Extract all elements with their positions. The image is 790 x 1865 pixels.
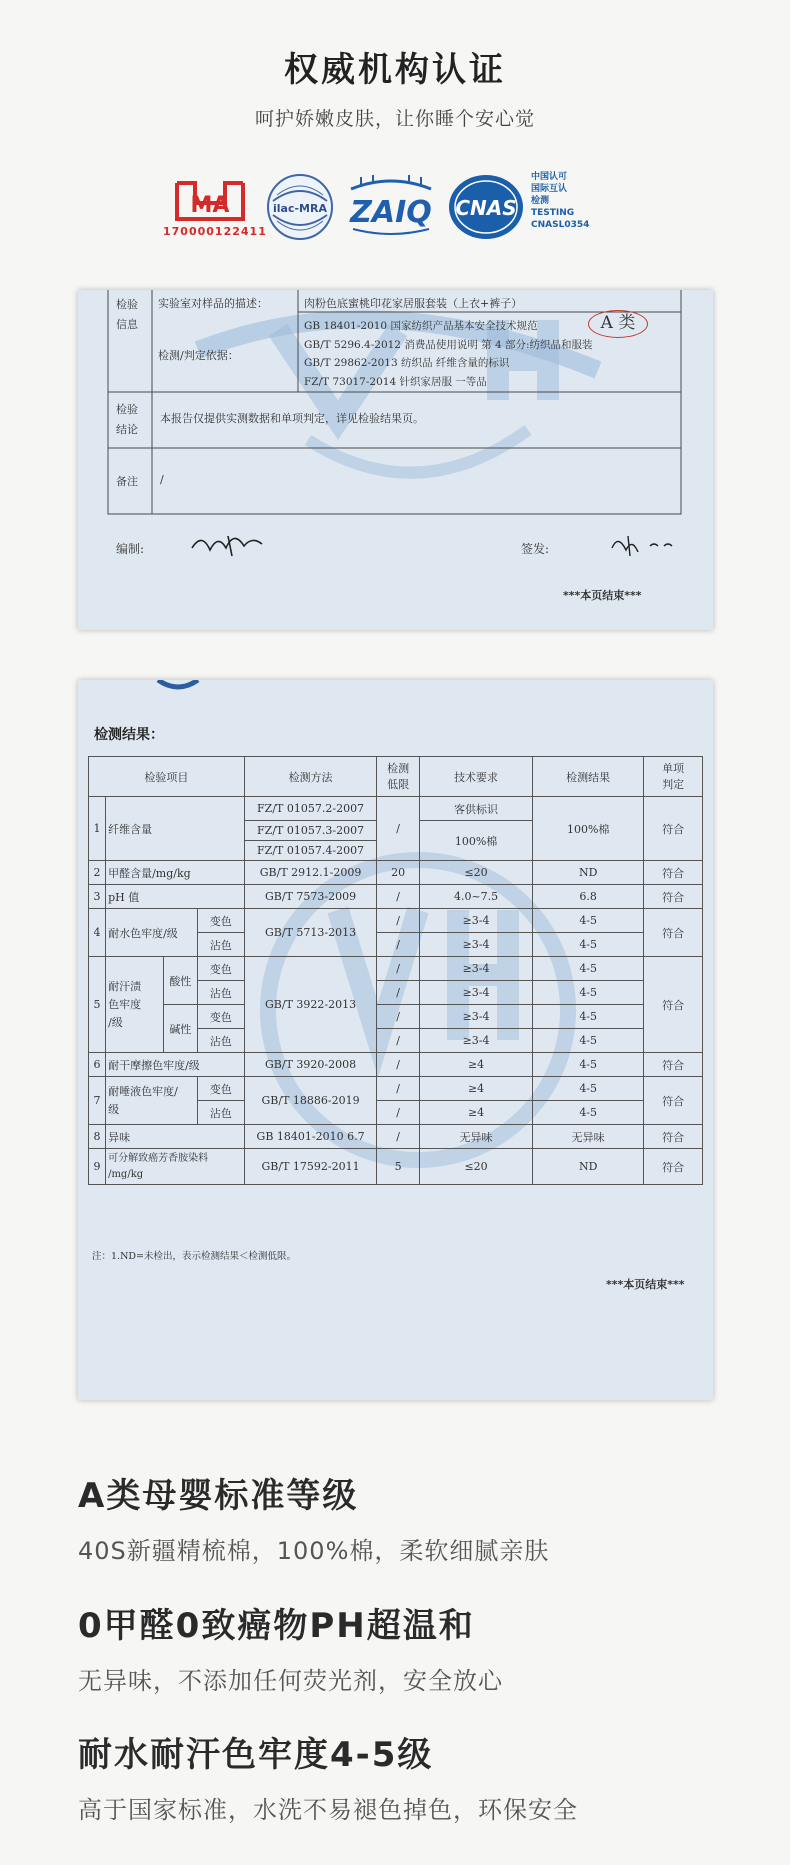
header-cell: 检测结果 xyxy=(533,757,644,797)
page-end-text: ***本页结束*** xyxy=(606,1278,685,1291)
standard-item: GB/T 29862-2013 纺织品 纤维含量的标识 xyxy=(304,357,510,369)
table-cell: 20 xyxy=(377,861,420,885)
feature-desc: 40S新疆精梳棉，100%棉，柔软细腻亲肤 xyxy=(78,1537,550,1565)
table-cell: 4-5 xyxy=(533,1053,644,1077)
table-cell: / xyxy=(377,909,420,933)
table-header-row xyxy=(89,757,703,797)
ilac-logo-text: ilac-MRA xyxy=(273,202,327,215)
table-cell: GB/T 7573-2009 xyxy=(244,885,376,909)
table-row xyxy=(89,861,703,885)
standards-list xyxy=(304,317,593,391)
table-cell: ≥3-4 xyxy=(419,933,532,957)
table-cell: 4-5 xyxy=(533,957,644,981)
test-results-sheet xyxy=(78,680,713,1400)
table-cell: / xyxy=(377,1125,420,1149)
table-cell: ≤20 xyxy=(419,1149,532,1185)
table-cell: 符合 xyxy=(644,885,703,909)
table-cell: ≥4 xyxy=(419,1077,532,1101)
feature-desc: 无异味，不添加任何荧光剂，安全放心 xyxy=(78,1667,503,1695)
table-cell: / xyxy=(377,933,420,957)
table-cell: ≥3-4 xyxy=(419,1005,532,1029)
table-cell: FZ/T 01057.2-2007 xyxy=(244,797,376,821)
table-cell: 耐汗渍 色牢度 /级 xyxy=(106,957,164,1053)
table-row xyxy=(89,1005,703,1029)
table-cell: 4-5 xyxy=(533,909,644,933)
table-row xyxy=(89,957,703,981)
table-note: 注：1.ND=未检出，表示检测结果＜检测低限。 xyxy=(92,1251,296,1262)
grade-stamp: A 类 xyxy=(588,310,648,338)
table-row xyxy=(89,797,703,821)
signed-label: 签发: xyxy=(521,542,550,556)
table-cell: ≥3-4 xyxy=(419,981,532,1005)
table-cell: 耐干摩擦色牢度/级 xyxy=(106,1053,245,1077)
table-cell: 6 xyxy=(89,1053,106,1077)
page-title: 权威机构认证 xyxy=(284,50,506,90)
table-cell: GB/T 2912.1-2009 xyxy=(244,861,376,885)
table-cell: 酸性 xyxy=(163,957,197,1005)
table-cell: GB/T 18886-2019 xyxy=(244,1077,376,1125)
issuer-signature xyxy=(608,530,678,560)
conclusion-text: 本报告仅提供实测数据和单项判定，详见检验结果页。 xyxy=(160,412,424,425)
table-cell: 沾色 xyxy=(197,1101,244,1125)
table-cell: 符合 xyxy=(644,797,703,861)
table-cell: 5 xyxy=(377,1149,420,1185)
table-cell: 2 xyxy=(89,861,106,885)
certification-logos xyxy=(163,172,635,255)
table-cell: 9 xyxy=(89,1149,106,1185)
basis-label: 检测/判定依据： xyxy=(158,349,239,362)
page-subtitle: 呵护娇嫩皮肤，让你睡个安心觉 xyxy=(254,108,535,130)
table-row xyxy=(89,1149,703,1185)
table-cell: 可分解致癌芳香胺染料 /mg/kg xyxy=(106,1149,245,1185)
feature-block xyxy=(78,1727,578,1825)
compiler-signature xyxy=(188,526,278,560)
table-cell: ≤20 xyxy=(419,861,532,885)
table-cell: ≥3-4 xyxy=(419,957,532,981)
table-cell: 变色 xyxy=(197,909,244,933)
table-cell: 甲醛含量/mg/kg xyxy=(106,861,245,885)
table-cell: ND xyxy=(533,1149,644,1185)
standard-item: GB/T 5296.4-2012 消费品使用说明 第 4 部分:纺织品和服装 xyxy=(304,338,593,351)
table-cell: / xyxy=(377,957,420,981)
table-cell: 4.0~7.5 xyxy=(419,885,532,909)
table-cell: ≥3-4 xyxy=(419,1029,532,1053)
table-cell: 符合 xyxy=(644,1125,703,1149)
table-cell: ≥3-4 xyxy=(419,909,532,933)
table-cell: ≥4 xyxy=(419,1101,532,1125)
feature-block xyxy=(78,1468,549,1566)
table-cell: 符合 xyxy=(644,861,703,885)
feature-title: 耐水耐汗色牢度4-5级 xyxy=(78,1735,434,1775)
table-cell: GB/T 17592-2011 xyxy=(244,1149,376,1185)
table-cell: 沾色 xyxy=(197,933,244,957)
standard-item: GB 18401-2010 国家纺织产品基本安全技术规范 xyxy=(304,320,538,332)
table-cell: 异味 xyxy=(106,1125,245,1149)
table-cell: ND xyxy=(533,861,644,885)
table-cell: 无异味 xyxy=(419,1125,532,1149)
table-row xyxy=(89,1077,703,1101)
table-cell: GB/T 3922-2013 xyxy=(244,957,376,1053)
table-cell: 符合 xyxy=(644,1053,703,1077)
table-cell: 符合 xyxy=(644,957,703,1053)
table-cell: ≥4 xyxy=(419,1053,532,1077)
ilac-logo xyxy=(263,171,337,243)
table-row xyxy=(89,909,703,933)
table-cell: GB 18401-2010 6.7 xyxy=(244,1125,376,1149)
feature-title: A类母婴标准等级 xyxy=(78,1476,359,1516)
table-cell: 4-5 xyxy=(533,933,644,957)
sample-desc-label: 实验室对样品的描述： xyxy=(158,297,268,310)
table-cell: / xyxy=(377,1077,420,1101)
feature-block xyxy=(78,1598,503,1696)
cma-logo-text: MA xyxy=(190,193,230,218)
table-cell: / xyxy=(377,1029,420,1053)
table-cell: 4-5 xyxy=(533,1005,644,1029)
cma-number: 170000122411 xyxy=(163,225,267,238)
table-cell: 4-5 xyxy=(533,1101,644,1125)
table-cell: 4-5 xyxy=(533,1029,644,1053)
table-cell: 耐水色牢度/级 xyxy=(106,909,198,957)
table-cell: GB/T 5713-2013 xyxy=(244,909,376,957)
test-report-summary xyxy=(78,290,713,630)
table-cell: 符合 xyxy=(644,1149,703,1185)
table-cell: 沾色 xyxy=(197,1029,244,1053)
sample-desc-value: 肉粉色底蜜桃印花家居服套装（上衣+裤子） xyxy=(304,297,523,310)
table-cell: / xyxy=(377,885,420,909)
table-cell: / xyxy=(377,797,420,861)
header-cell: 检测方法 xyxy=(244,757,376,797)
table-cell: 6.8 xyxy=(533,885,644,909)
table-cell: 变色 xyxy=(197,1077,244,1101)
table-cell: 3 xyxy=(89,885,106,909)
feature-desc: 高于国家标准，水洗不易褪色掉色，环保安全 xyxy=(78,1796,578,1824)
results-title: 检测结果： xyxy=(94,727,164,743)
table-cell: 100%棉 xyxy=(533,797,644,861)
header-cell: 技术要求 xyxy=(419,757,532,797)
standard-item: FZ/T 73017-2014 针织家居服 一等品 xyxy=(304,375,487,388)
zaiq-logo-text: ZAIQ xyxy=(350,195,432,230)
table-cell: 4-5 xyxy=(533,1077,644,1101)
info-label: 检验 信息 xyxy=(116,298,138,331)
table-cell: / xyxy=(377,1053,420,1077)
table-cell: / xyxy=(377,1005,420,1029)
table-cell: pH 值 xyxy=(106,885,245,909)
table-cell: 100%棉 xyxy=(419,821,532,861)
table-cell: 变色 xyxy=(197,1005,244,1029)
table-row xyxy=(89,885,703,909)
table-cell: 无异味 xyxy=(533,1125,644,1149)
cnas-caption: 中国认可 国际互认 检测 TESTING CNASL0354 xyxy=(531,172,590,230)
table-cell: 4-5 xyxy=(533,981,644,1005)
table-cell: / xyxy=(377,1101,420,1125)
header-cell: 单项 判定 xyxy=(644,757,703,797)
table-cell: 客供标识 xyxy=(419,797,532,821)
results-table xyxy=(88,756,703,1185)
table-cell: / xyxy=(377,981,420,1005)
remark-value: / xyxy=(160,473,164,486)
table-cell: FZ/T 01057.3-2007 xyxy=(244,821,376,841)
remark-label: 备注 xyxy=(116,475,138,488)
table-cell: 碱性 xyxy=(163,1005,197,1053)
cnas-logo xyxy=(447,173,525,241)
header-cell: 检测 低限 xyxy=(377,757,420,797)
conclusion-label: 检验 结论 xyxy=(116,403,138,436)
header-cell: 检验项目 xyxy=(89,757,245,797)
table-row xyxy=(89,1053,703,1077)
zaiq-logo xyxy=(343,175,439,239)
table-cell: 4 xyxy=(89,909,106,957)
table-row xyxy=(89,1125,703,1149)
table-cell: 7 xyxy=(89,1077,106,1125)
page-end-text: ***本页结束*** xyxy=(563,589,642,602)
table-cell: 变色 xyxy=(197,957,244,981)
table-cell: 1 xyxy=(89,797,106,861)
table-cell: 符合 xyxy=(644,1077,703,1125)
table-cell: GB/T 3920-2008 xyxy=(244,1053,376,1077)
cnas-logo-text: CNAS xyxy=(455,196,517,220)
table-cell: 符合 xyxy=(644,909,703,957)
table-cell: 纤维含量 xyxy=(106,797,245,861)
table-cell: 沾色 xyxy=(197,981,244,1005)
table-cell: FZ/T 01057.4-2007 xyxy=(244,841,376,861)
table-cell: 5 xyxy=(89,957,106,1053)
compiled-label: 编制: xyxy=(116,542,145,556)
feature-title: 0甲醛0致癌物PH超温和 xyxy=(78,1606,475,1646)
table-cell: 耐唾液色牢度/ 级 xyxy=(106,1077,198,1125)
table-cell: 8 xyxy=(89,1125,106,1149)
